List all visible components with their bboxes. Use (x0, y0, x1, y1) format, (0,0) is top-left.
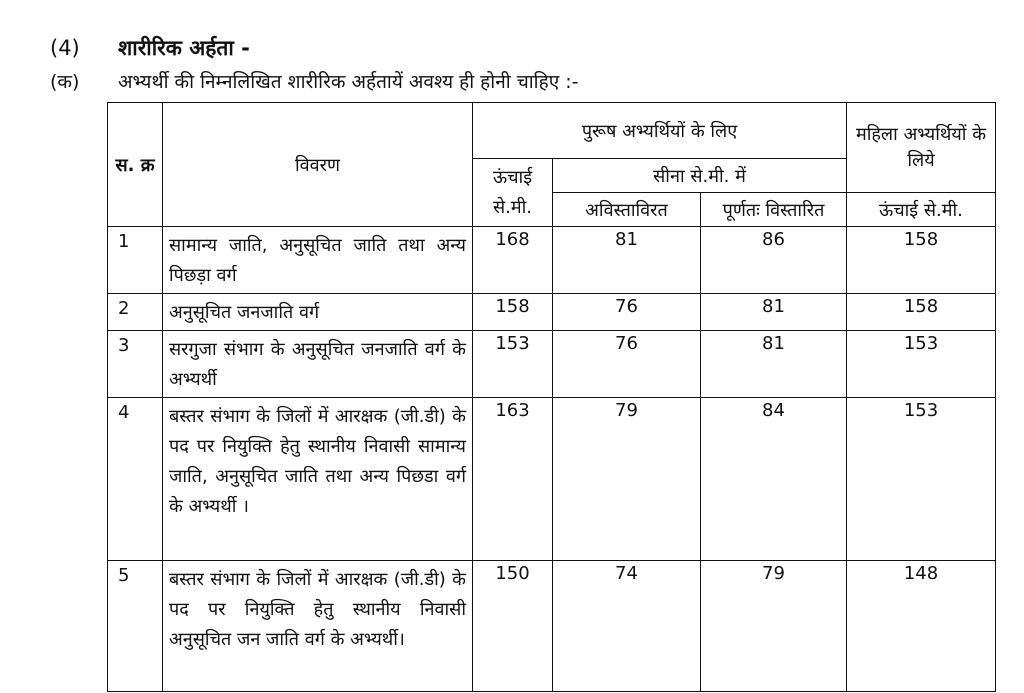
row-description: बस्तर संभाग के जिलों में आरक्षक (जी.डी) के पद पर नियुक्ति हेतु स्थानीय निवासी सामान्य जाति, अनुसूचित जाति तथा अन्य पिछडा वर्ग के अभ्यर्थी । (163, 398, 473, 561)
row-height: 153 (473, 331, 553, 398)
row-female-height: 153 (847, 398, 996, 561)
row-female-height: 158 (847, 294, 996, 331)
row-chest-expanded: 81 (701, 294, 847, 331)
header-expanded: पूर्णतः विस्तारित (701, 193, 847, 227)
row-female-height: 158 (847, 227, 996, 294)
row-female-height: 148 (847, 561, 996, 692)
row-height: 168 (473, 227, 553, 294)
row-serial: 3 (108, 331, 163, 398)
table-row (108, 331, 996, 398)
subsection-heading (50, 68, 579, 94)
header-serial: स. क्र (108, 103, 163, 227)
subsection-text: अभ्यर्थी की निम्नलिखित शारीरिक अर्हतायें अवश्य ही होनी चाहिए :- (118, 71, 579, 93)
row-height: 150 (473, 561, 553, 692)
row-chest-unexpanded: 79 (553, 398, 701, 561)
header-male-group: पुरूष अभ्यर्थियों के लिए (473, 103, 847, 159)
row-chest-unexpanded: 76 (553, 294, 701, 331)
subsection-number: (क) (50, 71, 80, 93)
section-title: शारीरिक अर्हता - (118, 36, 250, 60)
table-row (108, 294, 996, 331)
row-description: बस्तर संभाग के जिलों में आरक्षक (जी.डी) के पद पर नियुक्ति हेतु स्थानीय निवासी अनुसूचित जन जाति वर्ग के अभ्यर्थी। (163, 561, 473, 692)
header-unexpanded: अविस्ताविरत (553, 193, 701, 227)
row-description: अनुसूचित जनजाति वर्ग (163, 294, 473, 331)
section-number: (4) (50, 36, 80, 60)
row-chest-expanded: 81 (701, 331, 847, 398)
row-height: 163 (473, 398, 553, 561)
row-chest-unexpanded: 74 (553, 561, 701, 692)
header-description: विवरण (163, 103, 473, 227)
row-chest-expanded: 79 (701, 561, 847, 692)
table-row (108, 398, 996, 561)
header-height: ऊंचाई से.मी. (473, 159, 553, 227)
physical-qualification-table (107, 102, 996, 692)
row-serial: 2 (108, 294, 163, 331)
header-chest-group: सीना से.मी. में (553, 159, 847, 193)
row-chest-expanded: 86 (701, 227, 847, 294)
table-row (108, 561, 996, 692)
row-description: सामान्य जाति, अनुसूचित जाति तथा अन्य पिछड़ा वर्ग (163, 227, 473, 294)
row-chest-unexpanded: 76 (553, 331, 701, 398)
header-female-group: महिला अभ्यर्थियों के लिये (847, 103, 996, 193)
row-chest-unexpanded: 81 (553, 227, 701, 294)
section-heading (50, 34, 250, 62)
row-serial: 4 (108, 398, 163, 561)
row-female-height: 153 (847, 331, 996, 398)
table-row (108, 227, 996, 294)
row-chest-expanded: 84 (701, 398, 847, 561)
row-description: सरगुजा संभाग के अनुसूचित जनजाति वर्ग के अभ्यर्थी (163, 331, 473, 398)
row-height: 158 (473, 294, 553, 331)
row-serial: 1 (108, 227, 163, 294)
header-female-height: ऊंचाई से.मी. (847, 193, 996, 227)
row-serial: 5 (108, 561, 163, 692)
